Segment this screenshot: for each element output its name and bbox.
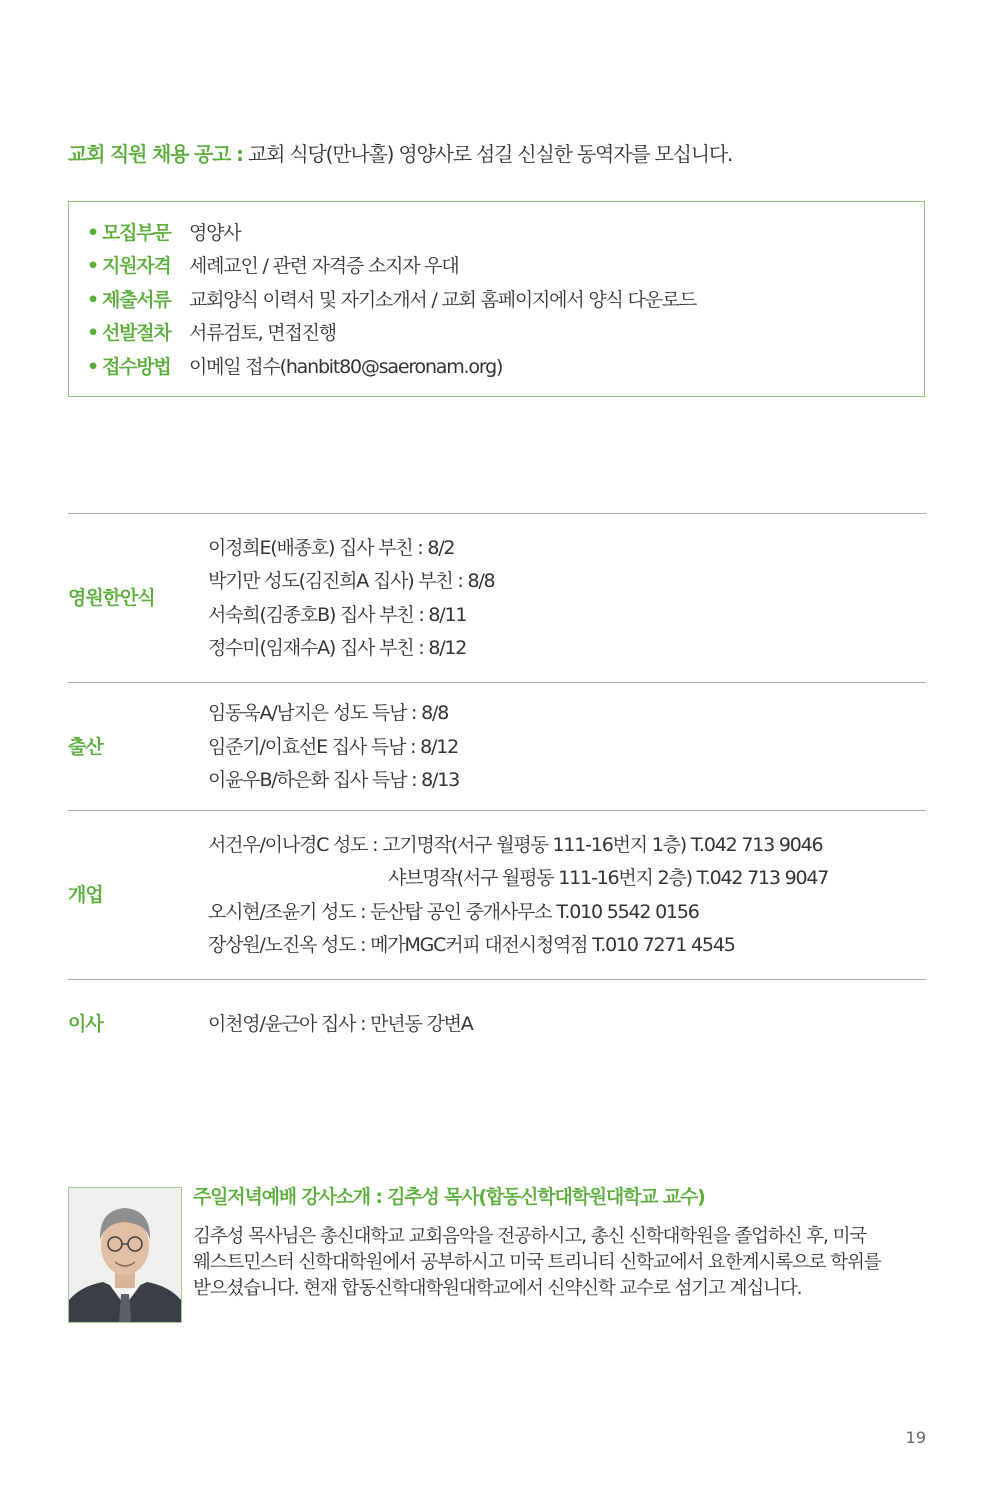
notice-item-term: 선발절차	[101, 322, 171, 344]
notice-item	[87, 353, 502, 381]
news-item: 장상원/노진옥 성도 : 메가MGC커피 대전시청역점 T.010 7271 4545	[208, 934, 735, 956]
job-notice-text: 교회 식당(만나홀) 영양사로 섬길 신실한 동역자를 모십니다.	[242, 142, 733, 166]
news-category-birth: 출산	[68, 736, 103, 758]
divider	[68, 513, 926, 514]
job-notice-label: 교회 직원 채용 공고 :	[68, 142, 243, 166]
bullet-icon: •	[87, 222, 98, 244]
notice-item-term: 접수방법	[101, 356, 171, 378]
page-number: 19	[905, 1428, 926, 1447]
news-item: 이천영/윤근아 집사 : 만년동 강변A	[208, 1013, 473, 1035]
notice-item-value: 영양사	[189, 222, 241, 244]
news-item: 서숙희(김종호B) 집사 부친 : 8/11	[208, 604, 467, 626]
notice-item-term: 모집부문	[101, 222, 171, 244]
notice-item-value: 교회양식 이력서 및 자기소개서 / 교회 홈페이지에서 양식 다운로드	[189, 289, 697, 311]
news-item: 정수미(임재수A) 집사 부친 : 8/12	[208, 637, 467, 659]
divider	[68, 682, 926, 683]
news-item: 임준기/이효선E 집사 득남 : 8/12	[208, 736, 458, 758]
news-item: 이윤우B/하은화 집사 득남 : 8/13	[208, 769, 460, 791]
notice-item	[87, 252, 459, 280]
news-item: 이정희E(배종호) 집사 부친 : 8/2	[208, 537, 455, 559]
notice-item-value: 세례교인 / 관련 자격증 소지자 우대	[189, 255, 459, 277]
news-category-moving: 이사	[68, 1013, 103, 1035]
job-notice-headline	[68, 140, 968, 168]
notice-item-term: 지원자격	[101, 255, 171, 277]
divider	[68, 810, 926, 811]
speaker-bio: 김추성 목사님은 총신대학교 교회음악을 전공하시고, 총신 신학대학원을 졸업하신 후, 미국 웨스트민스터 신학대학원에서 공부하시고 미국 트리니티 신학교에서 요한계시록으로 학위를 받으셨습니다. 현재 합동신학대학원대학교에서 신약신학 교수로 섬기고 계십니다.	[193, 1226, 881, 1299]
news-item: 서건우/이나경C 성도 : 고기명작(서구 월평동 111-16번지 1층) T.042 713 9046	[208, 834, 823, 856]
speaker-intro-title: 주일저녁예배 강사소개 : 김추성 목사(합동신학대학원대학교 교수)	[193, 1186, 705, 1208]
bullet-icon: •	[87, 356, 98, 378]
bullet-icon: •	[87, 322, 98, 344]
notice-item	[87, 219, 240, 247]
news-category-condolence: 영원한안식	[68, 587, 155, 609]
news-item: 임동욱A/남지은 성도 득남 : 8/8	[208, 702, 449, 724]
notice-item-value: 이메일 접수(hanbit80@saeronam.org)	[189, 356, 503, 378]
news-category-opening: 개업	[68, 884, 103, 906]
notice-item-term: 제출서류	[101, 289, 171, 311]
notice-item-value: 서류검토, 면접진행	[189, 322, 336, 344]
news-item: 샤브명작(서구 월평동 111-16번지 2층) T.042 713 9047	[388, 867, 829, 889]
bullet-icon: •	[87, 255, 98, 277]
news-item: 박기만 성도(김진희A 집사) 부친 : 8/8	[208, 570, 495, 592]
speaker-photo	[68, 1187, 182, 1323]
job-notice-box	[68, 201, 925, 397]
speaker-portrait-illustration	[69, 1188, 181, 1322]
divider	[68, 979, 926, 980]
notice-item	[87, 319, 336, 347]
bullet-icon: •	[87, 289, 98, 311]
notice-item	[87, 286, 696, 314]
news-item: 오시현/조윤기 성도 : 둔산탑 공인 중개사무소 T.010 5542 0156	[208, 901, 699, 923]
